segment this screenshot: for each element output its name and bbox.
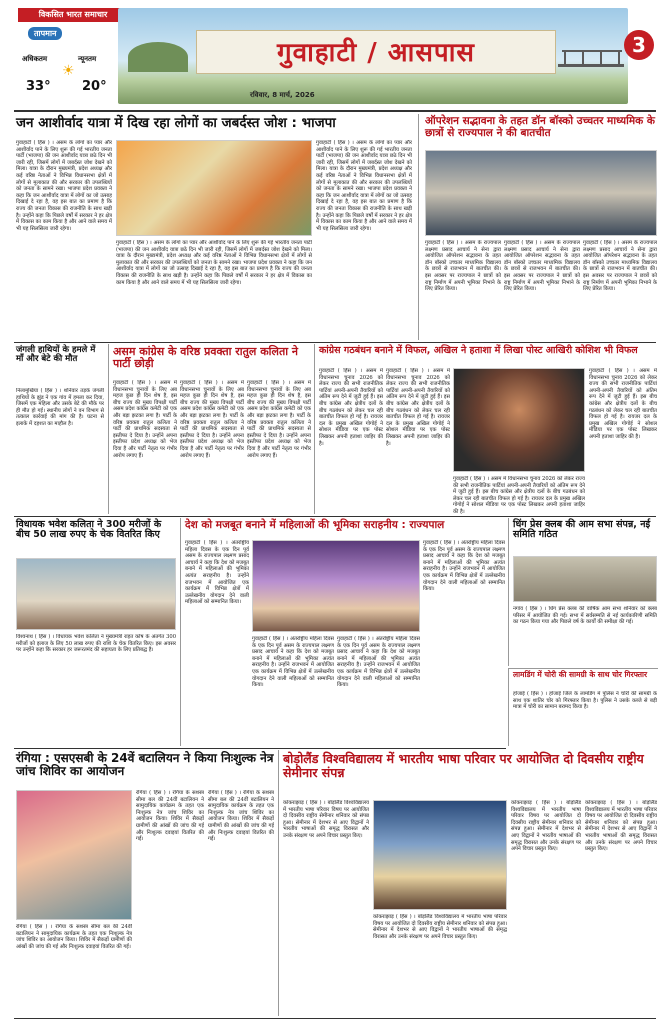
article-body: होजाई ( हिंस ) । होजाई जिले के लामडिंग में पुलिस ने चोरी की सामग्री के साथ एक शातिर चोर को गिरफ्तार किया है। पुलिस ने उसके कब्जे से बड़ी मात्रा में चोरी का सामान बरामद किया है। [513,691,657,711]
article-jan-ashirwad [14,114,414,340]
article-women-role [180,518,506,746]
article-ratul-kalita [108,344,312,514]
article-body-cont-2: गुवाहाटी ( हिंस ) । असम में विधानसभा चुनावों के लिए अब महज कुछ ही दिन शेष है, इस बीच राज्य की मुख्य विपक्षी पार्टी असम प्रदेश कांग्रेस कमेटी को एक और बड़ा झटका लगा है। पार्टी के वरिष्ठ प्रवक्ता रातुल कलिता ने पार्टी की प्राथमिक सदस्यता से इस्तीफा दे दिया है। उन्होंने अपना इस्तीफा प्रदेश अध्यक्ष को भेज दिया है और पार्टी नेतृत्व पर गंभीर आरोप लगाए हैं। [247,380,311,459]
headline: लामडिंग में चोरी की सामग्री के साथ चोर गिरफ्तार [513,670,648,679]
article-body-cont: गुवाहाटी ( हिंस ) । असम में विधानसभा चुनाव 2026 को लेकर राज्य की सभी राजनीतिक पार्टियां अपनी-अपनी तैयारियों को अंतिम रूप देने में जुटी हुई हैं। इस बीच कांग्रेस और क्षेत्रीय दलों के बीच गठबंधन को लेकर चल रही बातचीत विफल हो गई है। रायजर दल के प्रमुख अखिल गोगोई ने सोशल मीडिया पर एक पोस्ट लिखकर अपनी हताशा जाहिर की है। [386,368,450,447]
article-body: गुवाहाटी ( हिंस ) । असम में विधानसभा चुनाव 2026 को लेकर राज्य की सभी राजनीतिक पार्टियां अपनी-अपनी तैयारियों को अंतिम रूप देने में जुटी हुई हैं। इस बीच कांग्रेस और क्षेत्रीय दलों के बीच गठबंधन को लेकर चल रही बातचीत विफल हो गई है। रायजर दल के प्रमुख अखिल गोगोई ने सोशल मीडिया पर एक पोस्ट लिखकर अपनी हताशा जाहिर की है। [319,368,383,447]
article-body: रंगिया ( हिंस ) । रंगिया के सशस्त्र सीमा बल की 24वीं बटालियन ने सामुदायिक कार्यक्रम के तहत एक निःशुल्क नेत्र जांच शिविर का आयोजन किया। शिविर में सैकड़ों ग्रामीणों की आंखों की जांच की गई और निःशुल्क दवाइयां वितरित की गईं। [16,924,132,950]
headline: विधायक भवेश कलिता ने 300 मरीजों के बीच 50 लाख रुपए के चेक वितरित किए [16,519,162,541]
article-body-cont-2: गुवाहाटी ( हिंस ) । अंतर्राष्ट्रीय महिला दिवस के एक दिन पूर्व असम के राज्यपाल लक्ष्मण प्रसाद आचार्य ने कहा कि देश को मजबूत बनाने में महिलाओं की भूमिका अत्यंत सराहनीय है। उन्होंने राजभवन में आयोजित एक कार्यक्रम में विभिन्न क्षेत्रों में उल्लेखनीय योगदान देने वाली महिलाओं को सम्मानित किया। [337,636,420,689]
eye-camp-photo [16,790,132,920]
article-body-cont-2: कोकराझाड़ ( हिंस ) । बोड़ोलैंड विश्वविद्यालय में भारतीय भाषा परिवार विषय पर आयोजित दो दिवसीय राष्ट्रीय सेमीनार शनिवार को संपन्न हुआ। सेमीनार में देशभर से आए विद्वानों ने भारतीय भाषाओं की समृद्ध विरासत और उनके संरक्षण पर अपने विचार प्रस्तुत किए। [511,800,581,853]
seminar-stage-photo [373,800,507,910]
article-body: गुवाहाटी ( हिंस ) । असम के राज्यपाल लक्ष्मण प्रसाद आचार्य ने सेना द्वारा आयोजित ऑपरेशन सद्भावना के तहत डॉन बॉस्को उच्चतर माध्यमिक विद्यालय के छात्रों से राजभवन में बातचीत की। इस अवसर पर राज्यपाल ने छात्रों को राष्ट्र निर्माण में अपनी भूमिका निभाने के लिए प्रेरित किया। [425,240,501,293]
headline: रंगिया : एसएसबी के 24वें बटालियन ने किया निःशुल्क नेत्र जांच शिविर का आयोजन [16,751,274,779]
weather-max-value: 33° [26,79,51,94]
article-body-cont: रंगिया ( हिंस ) । रंगिया के सशस्त्र सीमा बल की 24वीं बटालियन ने सामुदायिक कार्यक्रम के तहत एक निःशुल्क नेत्र जांच शिविर का आयोजन किया। शिविर में सैकड़ों ग्रामीणों की आंखों की जांच की गई और निःशुल्क दवाइयां वितरित की गईं। [136,790,204,843]
headline: असम कांग्रेस के वरिष्ठ प्रवक्ता रातुल कलिता ने पार्टी छोड़ी [113,345,298,371]
article-body-cont: गुवाहाटी ( हिंस ) । असम के लोगों का प्यार और आशीर्वाद पाने के लिए शुरू की गई भारतीय जनता पार्टी (भाजपा) की जन आशीर्वाद यात्रा छठे दिन भी जारी रही, जिसमें लोगों में जबर्दस्त जोश देखने को मिला। यात्रा के दौरान मुख्यमंत्री, प्रदेश अध्यक्ष और कई वरिष्ठ नेताओं ने विभिन्न विधानसभा क्षेत्रों में लोगों से मुलाकात की और सरकार की उपलब्धियों को जनता के सामने रखा। भाजपा प्रदेश प्रवक्ता ने कहा कि जन आशीर्वाद यात्रा में लोगों का जो उत्साह दिखाई दे रहा है, वह इस बात का प्रमाण है कि राज्य की जनता विकास की राजनीति के साथ खड़ी है। उन्होंने कहा कि पिछले वर्षों में सरकार ने हर क्षेत्र में विकास का काम किया है और आने वाले समय में भी यह सिलसिला जारी रहेगा। [116,240,312,286]
dateline: रविवार, 8 मार्च, 2026 [250,91,315,99]
headline: ऑपरेशन सद्भावना के तहत डॉन बॉस्को उच्चतर माध्यमिक के छात्रों से राज्यपाल ने की बातचीत [425,115,655,139]
article-body: गुवाहाटी ( हिंस ) । असम के लोगों का प्यार और आशीर्वाद पाने के लिए शुरू की गई भारतीय जनता पार्टी (भाजपा) की जन आशीर्वाद यात्रा छठे दिन भी जारी रही, जिसमें लोगों में जबर्दस्त जोश देखने को मिला। यात्रा के दौरान मुख्यमंत्री, प्रदेश अध्यक्ष और कई वरिष्ठ नेताओं ने विभिन्न विधानसभा क्षेत्रों में लोगों से मुलाकात की और सरकार की उपलब्धियों को जनता के सामने रखा। भाजपा प्रदेश प्रवक्ता ने कहा कि जन आशीर्वाद यात्रा में लोगों का जो उत्साह दिखाई दे रहा है, वह इस बात का प्रमाण है कि राज्य की जनता विकास की राजनीति के साथ खड़ी है। उन्होंने कहा कि पिछले वर्षों में सरकार ने हर क्षेत्र में विकास का काम किया है और आने वाले समय में भी यह सिलसिला जारी रहेगा। [16,140,112,232]
article-body-cont-2: गुवाहाटी ( हिंस ) । असम के लोगों का प्यार और आशीर्वाद पाने के लिए शुरू की गई भारतीय जनता पार्टी (भाजपा) की जन आशीर्वाद यात्रा छठे दिन भी जारी रही, जिसमें लोगों में जबर्दस्त जोश देखने को मिला। यात्रा के दौरान मुख्यमंत्री, प्रदेश अध्यक्ष और कई वरिष्ठ नेताओं ने विभिन्न विधानसभा क्षेत्रों में लोगों से मुलाकात की और सरकार की उपलब्धियों को जनता के सामने रखा। भाजपा प्रदेश प्रवक्ता ने कहा कि जन आशीर्वाद यात्रा में लोगों का जो उत्साह दिखाई दे रहा है, वह इस बात का प्रमाण है कि राज्य की जनता विकास की राजनीति के साथ खड़ी है। उन्होंने कहा कि पिछले वर्षों में सरकार ने हर क्षेत्र में विकास का काम किया है और आने वाले समय में भी यह सिलसिला जारी रहेगा। [316,140,412,232]
weather-min-label: न्यूनतम [78,55,97,63]
article-congress-alliance [314,344,658,514]
headline: कांग्रेस गठबंधन बनाने में विफल, अखिल ने हताशा में लिखा पोस्ट आखिरी कोशिश भी विफल [319,345,638,356]
weather-label: तापमान [28,27,62,40]
article-body-cont: गुवाहाटी ( हिंस ) । अंतर्राष्ट्रीय महिला दिवस के एक दिन पूर्व असम के राज्यपाल लक्ष्मण प्रसाद आचार्य ने कहा कि देश को मजबूत बनाने में महिलाओं की भूमिका अत्यंत सराहनीय है। उन्होंने राजभवन में आयोजित एक कार्यक्रम में विभिन्न क्षेत्रों में उल्लेखनीय योगदान देने वाली महिलाओं को सम्मानित किया। [252,636,334,689]
kicker-label: विकसित भारत समाचार [18,8,128,22]
article-body-cont-3: गुवाहाटी ( हिंस ) । असम में विधानसभा चुनाव 2026 को लेकर राज्य की सभी राजनीतिक पार्टियां अपनी-अपनी तैयारियों को अंतिम रूप देने में जुटी हुई हैं। इस बीच कांग्रेस और क्षेत्रीय दलों के बीच गठबंधन को लेकर चल रही बातचीत विफल हो गई है। रायजर दल के प्रमुख अखिल गोगोई ने सोशल मीडिया पर एक पोस्ट लिखकर अपनी हताशा जाहिर की है। [589,368,657,440]
headline: धिंग प्रेस क्लब की आम सभा संपन्न, नई समिति गठित [513,519,651,541]
city-illustration [128,42,188,72]
masthead [0,0,670,112]
article-body-cont-2: रंगिया ( हिंस ) । रंगिया के सशस्त्र सीमा बल की 24वीं बटालियन ने सामुदायिक कार्यक्रम के तहत एक निःशुल्क नेत्र जांच शिविर का आयोजन किया। शिविर में सैकड़ों ग्रामीणों की आंखों की जांच की गई और निःशुल्क दवाइयां वितरित की गईं। [208,790,274,843]
article-body-cont-3: गुवाहाटी ( हिंस ) । अंतर्राष्ट्रीय महिला दिवस के एक दिन पूर्व असम के राज्यपाल लक्ष्मण प्रसाद आचार्य ने कहा कि देश को मजबूत बनाने में महिलाओं की भूमिका अत्यंत सराहनीय है। उन्होंने राजभवन में आयोजित एक कार्यक्रम में विभिन्न क्षेत्रों में उल्लेखनीय योगदान देने वाली महिलाओं को सम्मानित किया। [423,540,505,593]
cheque-distribution-photo [16,558,176,630]
page-number: 3 [624,30,654,60]
article-ssb-eye-camp [14,750,276,1016]
masthead-banner [118,8,628,104]
article-bodoland-seminar [278,750,658,1016]
article-body-cont: गुवाहाटी ( हिंस ) । असम में विधानसभा चुनावों के लिए अब महज कुछ ही दिन शेष है, इस बीच राज्य की मुख्य विपक्षी पार्टी असम प्रदेश कांग्रेस कमेटी को एक और बड़ा झटका लगा है। पार्टी के वरिष्ठ प्रवक्ता रातुल कलिता ने पार्टी की प्राथमिक सदस्यता से इस्तीफा दे दिया है। उन्होंने अपना इस्तीफा प्रदेश अध्यक्ष को भेज दिया है और पार्टी नेतृत्व पर गंभीर आरोप लगाए हैं। [180,380,244,459]
sun-icon: ☀ [62,63,75,79]
headline: बोड़ोलैंड विश्वविद्यालय में भारतीय भाषा परिवार पर आयोजित दो दिवसीय राष्ट्रीय सेमीनार संपन्न [283,751,644,780]
article-body-cont-2: गुवाहाटी ( हिंस ) । असम में विधानसभा चुनाव 2026 को लेकर राज्य की सभी राजनीतिक पार्टियां अपनी-अपनी तैयारियों को अंतिम रूप देने में जुटी हुई हैं। इस बीच कांग्रेस और क्षेत्रीय दलों के बीच गठबंधन को लेकर चल रही बातचीत विफल हो गई है। रायजर दल के प्रमुख अखिल गोगोई ने सोशल मीडिया पर एक पोस्ट लिखकर अपनी हताशा जाहिर की है। [453,476,585,514]
article-elephant-attack [14,344,106,514]
article-body-cont-2: गुवाहाटी ( हिंस ) । असम के राज्यपाल लक्ष्मण प्रसाद आचार्य ने सेना द्वारा आयोजित ऑपरेशन सद्भावना के तहत डॉन बॉस्को उच्चतर माध्यमिक विद्यालय के छात्रों से राजभवन में बातचीत की। इस अवसर पर राज्यपाल ने छात्रों को राष्ट्र निर्माण में अपनी भूमिका निभाने के लिए प्रेरित किया। [583,240,657,293]
article-body: गुवाहाटी ( हिंस ) । असम में विधानसभा चुनावों के लिए अब महज कुछ ही दिन शेष है, इस बीच राज्य की मुख्य विपक्षी पार्टी असम प्रदेश कांग्रेस कमेटी को एक और बड़ा झटका लगा है। पार्टी के वरिष्ठ प्रवक्ता रातुल कलिता ने पार्टी की प्राथमिक सदस्यता से इस्तीफा दे दिया है। उन्होंने अपना इस्तीफा प्रदेश अध्यक्ष को भेज दिया है और पार्टी नेतृत्व पर गंभीर आरोप लगाए हैं। [113,380,177,459]
article-body: निलामुखिया ( हिंस ) । शनिवार तड़के जंगली हाथियों के झुंड ने एक गांव में हमला कर दिया, जिसमें एक महिला और उसके बेटे की मौके पर ही मौत हो गई। स्थानीय लोगों ने वन विभाग से तत्काल कार्रवाई की मांग की है। घटना से इलाके में दहशत का माहौल है। [16,388,104,427]
rally-photo [116,140,312,236]
article-bhavesh-kalita [14,518,178,746]
article-body: नगांव ( हिंस ) । धिंग प्रेस क्लब की वार्षिक आम सभा शनिवार को क्लब परिसर में आयोजित की गई। सभा में सर्वसम्मति से नई कार्यकारिणी समिति का गठन किया गया और पिछले वर्ष के कार्यों की समीक्षा की गई। [513,606,657,626]
headline: जन आशीर्वाद यात्रा में दिख रहा लोगों का जबर्दस्त जोश : भाजपा [16,115,336,131]
page-title: गुवाहाटी / आसपास [196,30,556,74]
headline: देश को मजबूत बनाने में महिलाओं की भूमिका सराहनीय : राज्यपाल [185,519,445,531]
article-body-cont-3: कोकराझाड़ ( हिंस ) । बोड़ोलैंड विश्वविद्यालय में भारतीय भाषा परिवार विषय पर आयोजित दो दिवसीय राष्ट्रीय सेमीनार शनिवार को संपन्न हुआ। सेमीनार में देशभर से आए विद्वानों ने भारतीय भाषाओं की समृद्ध विरासत और उनके संरक्षण पर अपने विचार प्रस्तुत किए। [585,800,657,853]
article-body-cont: गुवाहाटी ( हिंस ) । असम के राज्यपाल लक्ष्मण प्रसाद आचार्य ने सेना द्वारा आयोजित ऑपरेशन सद्भावना के तहत डॉन बॉस्को उच्चतर माध्यमिक विद्यालय के छात्रों से राजभवन में बातचीत की। इस अवसर पर राज्यपाल ने छात्रों को राष्ट्र निर्माण में अपनी भूमिका निभाने के लिए प्रेरित किया। [504,240,580,293]
headline: जंगली हाथियों के हमले में माँ और बेटे की मौत [16,345,96,365]
weather-max-label: अधिकतम [22,55,48,63]
article-body: विश्वनाथ ( हिंस ) । विधायक भवेश कलिता ने मुख्यमंत्री राहत कोष के अंतर्गत 300 मरीजों को इलाज के लिए 50 लाख रुपए की राशि के चेक वितरित किए। इस अवसर पर उन्होंने कहा कि सरकार हर जरूरतमंद की सहायता के लिए प्रतिबद्ध है। [16,634,176,654]
article-operation-sadbhavna [418,114,658,340]
governor-students-photo [425,150,657,236]
press-club-meeting-photo [513,556,657,602]
article-lumding-theft [508,668,658,746]
weather-box [18,25,118,109]
article-body: गुवाहाटी ( हिंस ) । अंतर्राष्ट्रीय महिला दिवस के एक दिन पूर्व असम के राज्यपाल लक्ष्मण प्रसाद आचार्य ने कहा कि देश को मजबूत बनाने में महिलाओं की भूमिका अत्यंत सराहनीय है। उन्होंने राजभवन में आयोजित एक कार्यक्रम में विभिन्न क्षेत्रों में उल्लेखनीय योगदान देने वाली महिलाओं को सम्मानित किया। [185,540,249,606]
akhil-gogoi-photo [453,368,585,472]
weather-min-value: 20° [82,79,107,94]
article-body-cont: कोकराझाड़ ( हिंस ) । बोड़ोलैंड विश्वविद्यालय में भारतीय भाषा परिवार विषय पर आयोजित दो दिवसीय राष्ट्रीय सेमीनार शनिवार को संपन्न हुआ। सेमीनार में देशभर से आए विद्वानों ने भारतीय भाषाओं की समृद्ध विरासत और उनके संरक्षण पर अपने विचार प्रस्तुत किए। [373,914,507,940]
womens-day-event-photo [252,540,420,632]
bridge-illustration [558,48,624,78]
article-dhing-press-club [508,518,658,666]
article-body: कोकराझाड़ ( हिंस ) । बोड़ोलैंड विश्वविद्यालय में भारतीय भाषा परिवार विषय पर आयोजित दो दिवसीय राष्ट्रीय सेमीनार शनिवार को संपन्न हुआ। सेमीनार में देशभर से आए विद्वानों ने भारतीय भाषाओं की समृद्ध विरासत और उनके संरक्षण पर अपने विचार प्रस्तुत किए। [283,800,369,839]
